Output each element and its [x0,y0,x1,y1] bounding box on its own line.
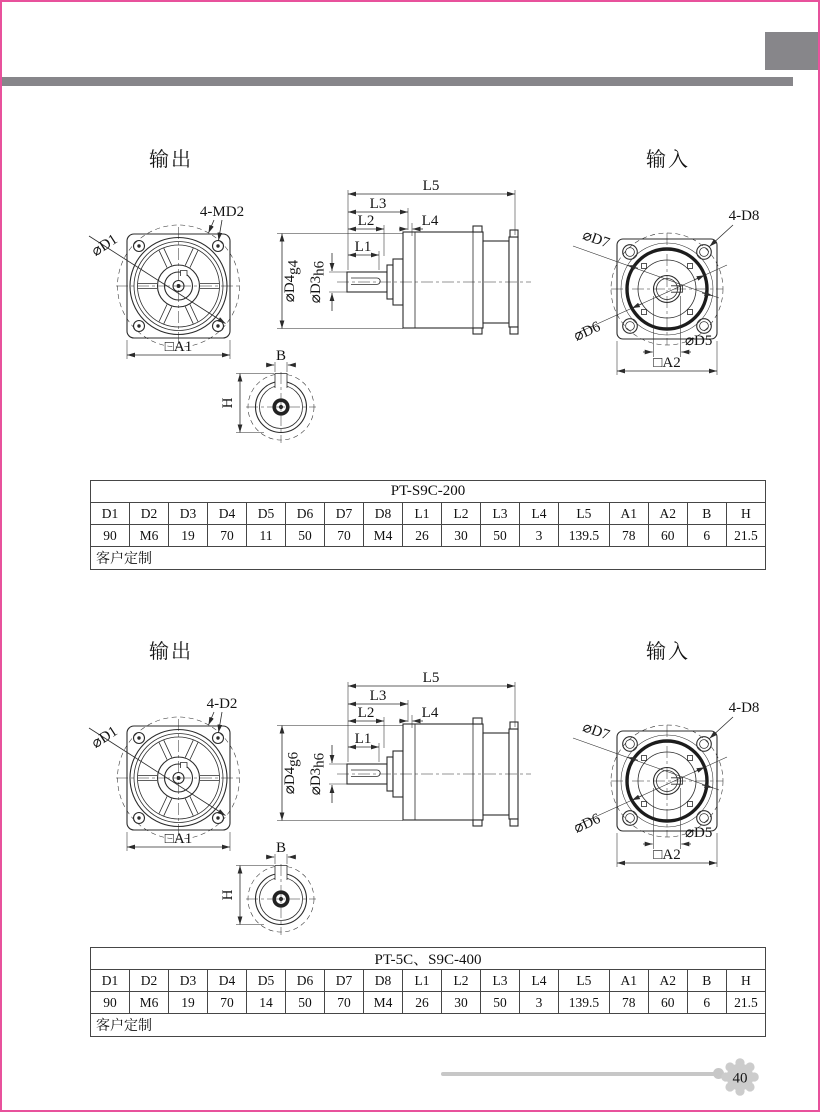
column-header: D5 [247,503,286,525]
side-d3-label: ⌀D3h6 [308,260,328,304]
shaft-b-label: B [275,348,287,364]
column-header: A1 [609,503,648,525]
value-cell: 21.5 [726,992,765,1014]
value-cell: 26 [403,525,442,547]
value-cell: M6 [130,525,169,547]
front-a1-label: □A1 [164,339,193,355]
side-l1-label: L1 [354,731,372,747]
side-l5-label: L5 [422,178,440,194]
column-header: D8 [364,970,403,992]
table-value-row [91,525,766,547]
value-cell: 70 [325,525,364,547]
side-l3-label: L3 [369,688,387,704]
table-value-row [91,992,766,1014]
column-header: B [687,970,726,992]
table-title: PT-5C、S9C-400 [91,948,766,970]
table-footer-row [91,1014,766,1037]
value-cell: 60 [648,525,687,547]
column-header: D4 [208,503,247,525]
table-footer-note: 客户定制 [91,1014,766,1037]
front-holes-label: 4-MD2 [199,204,245,220]
column-header: D1 [91,970,130,992]
value-cell: 26 [403,992,442,1014]
value-cell: 50 [481,525,520,547]
value-cell: 19 [169,992,208,1014]
column-header: D3 [169,503,208,525]
shaft-h-label: H [220,889,236,901]
rear-a2-label: □A2 [653,355,681,371]
value-cell: 50 [481,992,520,1014]
column-header: L3 [481,503,520,525]
table-title: PT-S9C-200 [91,481,766,503]
value-cell: 78 [609,525,648,547]
value-cell: 50 [286,992,325,1014]
column-header: H [726,503,765,525]
column-header: L1 [403,503,442,525]
rear-d7-label: ⌀D7 [580,719,612,744]
column-header: B [687,503,726,525]
rear-view [572,208,760,375]
shaft-h-label: H [220,397,236,409]
value-cell: 30 [442,992,481,1014]
value-cell: 78 [609,992,648,1014]
rear-holes-label: 4-D8 [728,208,760,224]
table-footer-note: 客户定制 [91,547,766,570]
front-d1-label: ⌀D1 [88,231,121,260]
side-l3-label: L3 [369,196,387,212]
value-cell: 11 [247,525,286,547]
column-header: D6 [286,970,325,992]
column-header: L4 [520,970,559,992]
side-l5-label: L5 [422,670,440,686]
side-l2-label: L2 [357,213,375,229]
output-label: 输出 [149,641,193,663]
rear-holes-label: 4-D8 [728,700,760,716]
column-header: A2 [648,503,687,525]
value-cell: M4 [364,525,403,547]
value-cell: 139.5 [559,525,610,547]
gearbox-drawing-1 [81,144,781,456]
column-header: L5 [559,970,610,992]
column-header: D4 [208,970,247,992]
side-l4-label: L4 [421,213,439,229]
rear-d5-label: ⌀D5 [685,333,713,349]
rear-d6-label: ⌀D6 [571,318,604,345]
value-cell: 90 [91,525,130,547]
side-l4-label: L4 [421,705,439,721]
side-l1-label: L1 [354,239,372,255]
spec-table-2 [90,947,766,1037]
table-header-row [91,503,766,525]
front-view [89,696,241,851]
column-header: H [726,970,765,992]
value-cell: 50 [286,525,325,547]
value-cell: M4 [364,992,403,1014]
spec-table-1 [90,480,766,570]
value-cell: 3 [520,525,559,547]
column-header: D2 [130,970,169,992]
column-header: D8 [364,503,403,525]
input-label: 输入 [646,149,690,171]
page-number: 40 [732,1070,748,1087]
header-tab [765,32,818,70]
value-cell: M6 [130,992,169,1014]
front-a1-label: □A1 [164,831,193,847]
column-header: A1 [609,970,648,992]
table-title-row [91,481,766,503]
shaft-b-label: B [275,840,287,856]
value-cell: 3 [520,992,559,1014]
side-view [277,178,531,334]
front-view [89,204,244,359]
column-header: L2 [442,970,481,992]
shaft-section-view [220,840,316,935]
side-l2-label: L2 [357,705,375,721]
rear-a2-label: □A2 [653,847,681,863]
column-header: A2 [648,970,687,992]
column-header: D7 [325,503,364,525]
value-cell: 19 [169,525,208,547]
column-header: D3 [169,970,208,992]
side-d4-label: ⌀D4g6 [282,751,302,795]
column-header: D7 [325,970,364,992]
shaft-section-view [220,348,316,443]
column-header: L1 [403,970,442,992]
value-cell: 139.5 [559,992,610,1014]
value-cell: 70 [208,525,247,547]
value-cell: 6 [687,525,726,547]
value-cell: 30 [442,525,481,547]
side-view [277,670,531,826]
value-cell: 70 [325,992,364,1014]
rear-view [572,700,760,867]
output-label: 输出 [149,149,193,171]
side-d4-label: ⌀D4g4 [282,259,302,303]
gearbox-drawing-2 [81,636,781,948]
table-footer-row [91,547,766,570]
value-cell: 60 [648,992,687,1014]
footer-rule [441,1072,717,1076]
table-title-row [91,948,766,970]
rear-d5-label: ⌀D5 [685,825,713,841]
column-header: D2 [130,503,169,525]
column-header: L4 [520,503,559,525]
value-cell: 90 [91,992,130,1014]
column-header: L3 [481,970,520,992]
rear-d7-label: ⌀D7 [580,227,612,252]
column-header: D6 [286,503,325,525]
column-header: D5 [247,970,286,992]
column-header: D1 [91,503,130,525]
gear-icon [717,1054,763,1100]
front-holes-label: 4-D2 [206,696,238,712]
column-header: L5 [559,503,610,525]
value-cell: 6 [687,992,726,1014]
input-label: 输入 [646,641,690,663]
value-cell: 70 [208,992,247,1014]
value-cell: 21.5 [726,525,765,547]
rear-d6-label: ⌀D6 [571,810,604,837]
side-d3-label: ⌀D3h6 [308,752,328,796]
column-header: L2 [442,503,481,525]
front-d1-label: ⌀D1 [88,723,121,752]
table-header-row [91,970,766,992]
header-rule [2,77,793,86]
value-cell: 14 [247,992,286,1014]
